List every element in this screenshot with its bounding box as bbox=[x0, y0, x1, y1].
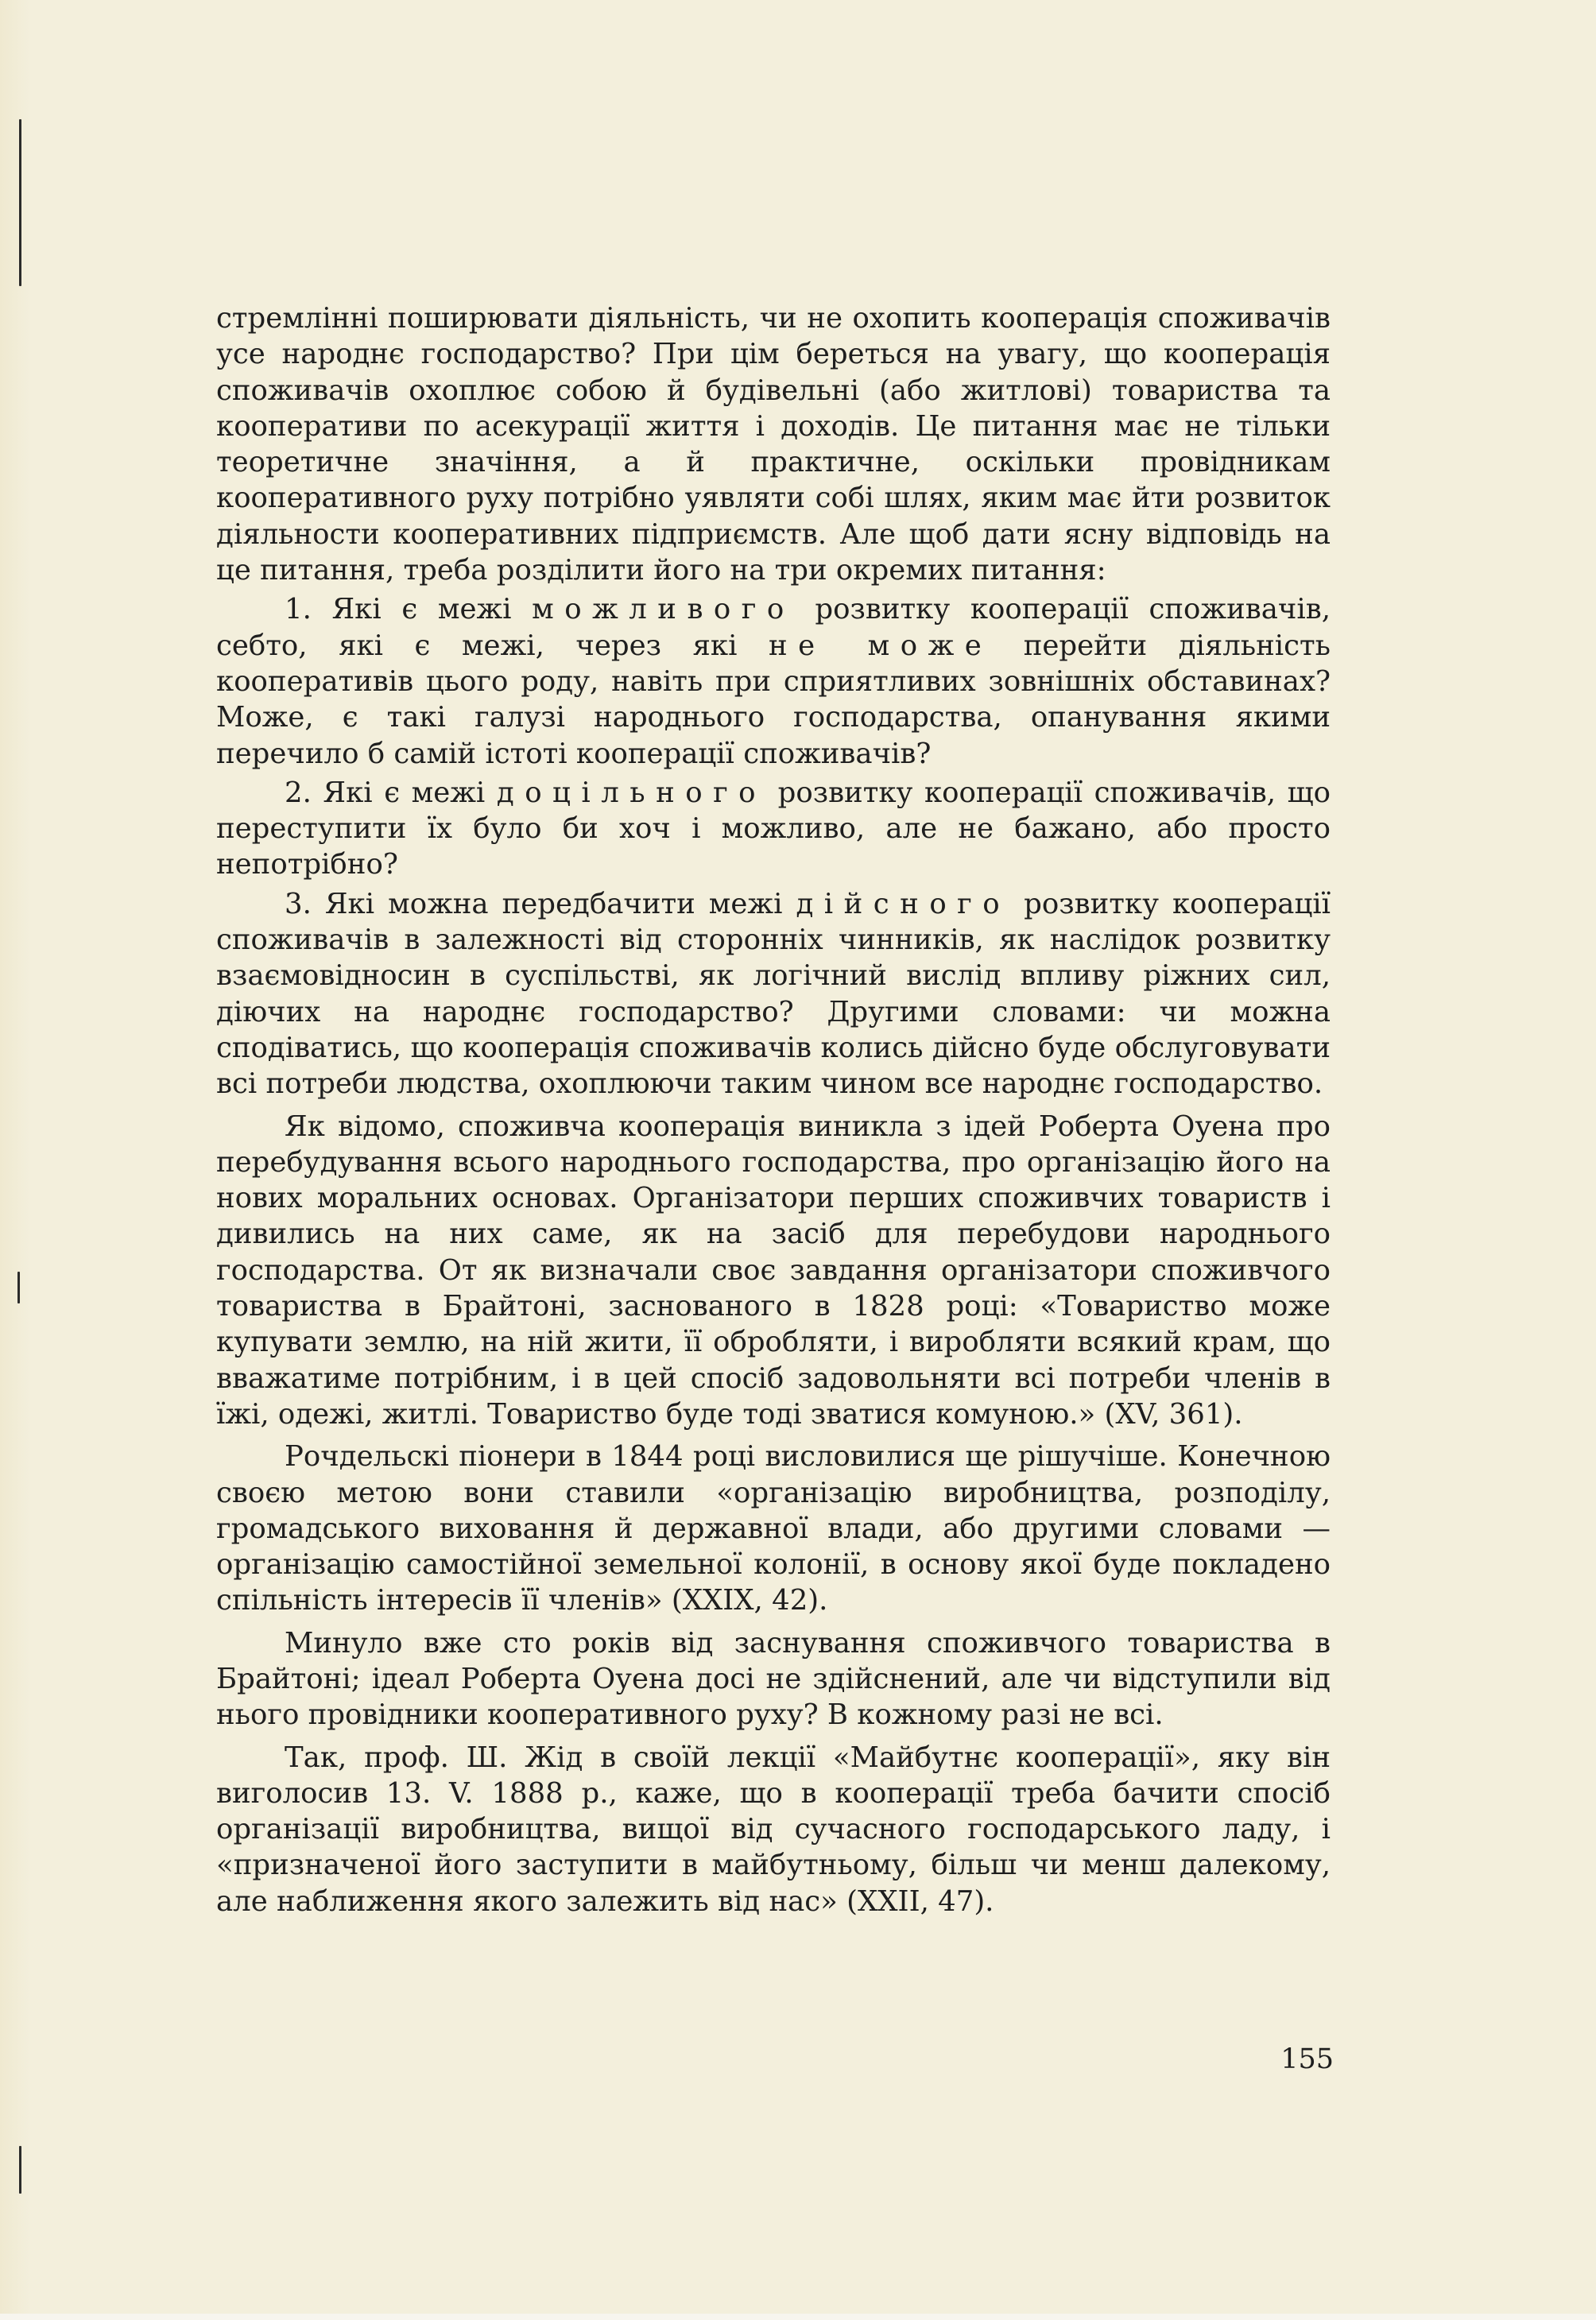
question-text: 1. Які є межі bbox=[285, 593, 533, 626]
question-text: перейти діяльність кооперативів цього роду, навіть при сприятливих зовнішніх обставинах? Може, є такі галузі народнього господарства, опанування якими перечило б самій істоті кооперації споживачів? bbox=[216, 629, 1331, 770]
page-number: 155 bbox=[1280, 2043, 1334, 2075]
edge-mark bbox=[19, 2146, 21, 2194]
emphasized-word: доцільного bbox=[496, 776, 767, 809]
paragraph-continuation: стремлінні поширювати діяльність, чи не охопить кооперація споживачів усе народнє господарство? При цім береться на увагу, що кооперація споживачів охоплює собою й будівельні (або житлові) товариства та кооперативи по асекурації життя і доходів. Це питання має не тільки теоретичне значіння, а й практичне, оскільки провідникам кооперативного руху потрібно уявляти собі шлях, яким має йти розвиток діяльности кооперативних підприємств. Але щоб дати ясну відповідь на це питання, треба розділити його на три окремих питання: bbox=[216, 302, 1331, 587]
paragraph-brighton: Минуло вже сто років від заснування споживчого товариства в Брайтоні; ідеал Роберта Оуена досі не здійснений, але чи відступили від нього провідники кооперативного руху? В кожному разі не всі. bbox=[216, 1626, 1331, 1732]
question-3 bbox=[216, 886, 1331, 1102]
paragraph-rochdale: Рочдельскі піонери в 1844 році висловилися ще рішучіше. Конечною своєю метою вони ставили «організацію виробництва, розподілу, громадського виховання й державної влади, або другими словами — організацію самостійної земельної колонії, в основу якої буде покладено спільність інтересів її членів» (XXIX, 42). bbox=[216, 1440, 1331, 1617]
question-2 bbox=[216, 775, 1331, 883]
question-text: 2. Які є межі bbox=[285, 776, 497, 809]
edge-mark bbox=[19, 119, 21, 286]
edge-mark bbox=[17, 1272, 20, 1303]
emphasized-word: дійсного bbox=[796, 887, 1011, 920]
paragraph-gide: Так, проф. Ш. Жід в своїй лекції «Майбутнє кооперації», яку він виголосив 13. V. 1888 р., каже, що в кооперації треба бачити спосіб організації виробництва, вищої від сучасного господарського ладу, і «призначеної його заступити в майбутньому, більш чи менш далекому, але наближення якого залежить від нас» (XXII, 47). bbox=[216, 1741, 1331, 1918]
question-1 bbox=[216, 591, 1331, 771]
body-text bbox=[216, 300, 1331, 1923]
emphasized-word: не може bbox=[768, 629, 993, 662]
question-text: розвитку кооперації споживачів, що переступити їх було би хоч і можливо, але не бажано, або просто непотрібно? bbox=[216, 776, 1331, 881]
question-text: 3. Які можна передбачити межі bbox=[285, 887, 796, 920]
scan-bottom-edge bbox=[0, 2314, 1596, 2320]
emphasized-word: можливого bbox=[532, 593, 795, 626]
page-binding-edge bbox=[0, 0, 30, 2320]
paragraph-owen: Як відомо, споживча кооперація виникла з ідей Роберта Оуена про перебудування всього народнього господарства, про організацію його на нових моральних основах. Організатори перших споживчих товариств і дивились на них саме, як на засіб для перебудови народнього господарства. От як визначали своє завдання організатори споживчого товариства в Брайтоні, заснованого в 1828 році: «Товариство може купувати землю, на ній жити, її обробляти, і виробляти всякий крам, що вважатиме потрібним, і в цей спосіб задовольняти всі потреби членів в їжі, одежі, житлі. Товариство буде тоді зватися комуною.» (XV, 361). bbox=[216, 1110, 1331, 1431]
question-text: розвитку кооперації споживачів, себто, які є межі, через які bbox=[216, 593, 1331, 662]
question-text: розвитку кооперації споживачів в залежності від сторонніх чинників, як наслідок розвитку взаємовідносин в суспільстві, як логічний вислід впливу ріжних сил, діючих на народнє господарство? Другими словами: чи можна сподіватись, що кооперація споживачів колись дійсно буде обслуговувати всі потреби людства, охоплюючи таким чином все народнє господарство. bbox=[216, 887, 1331, 1101]
